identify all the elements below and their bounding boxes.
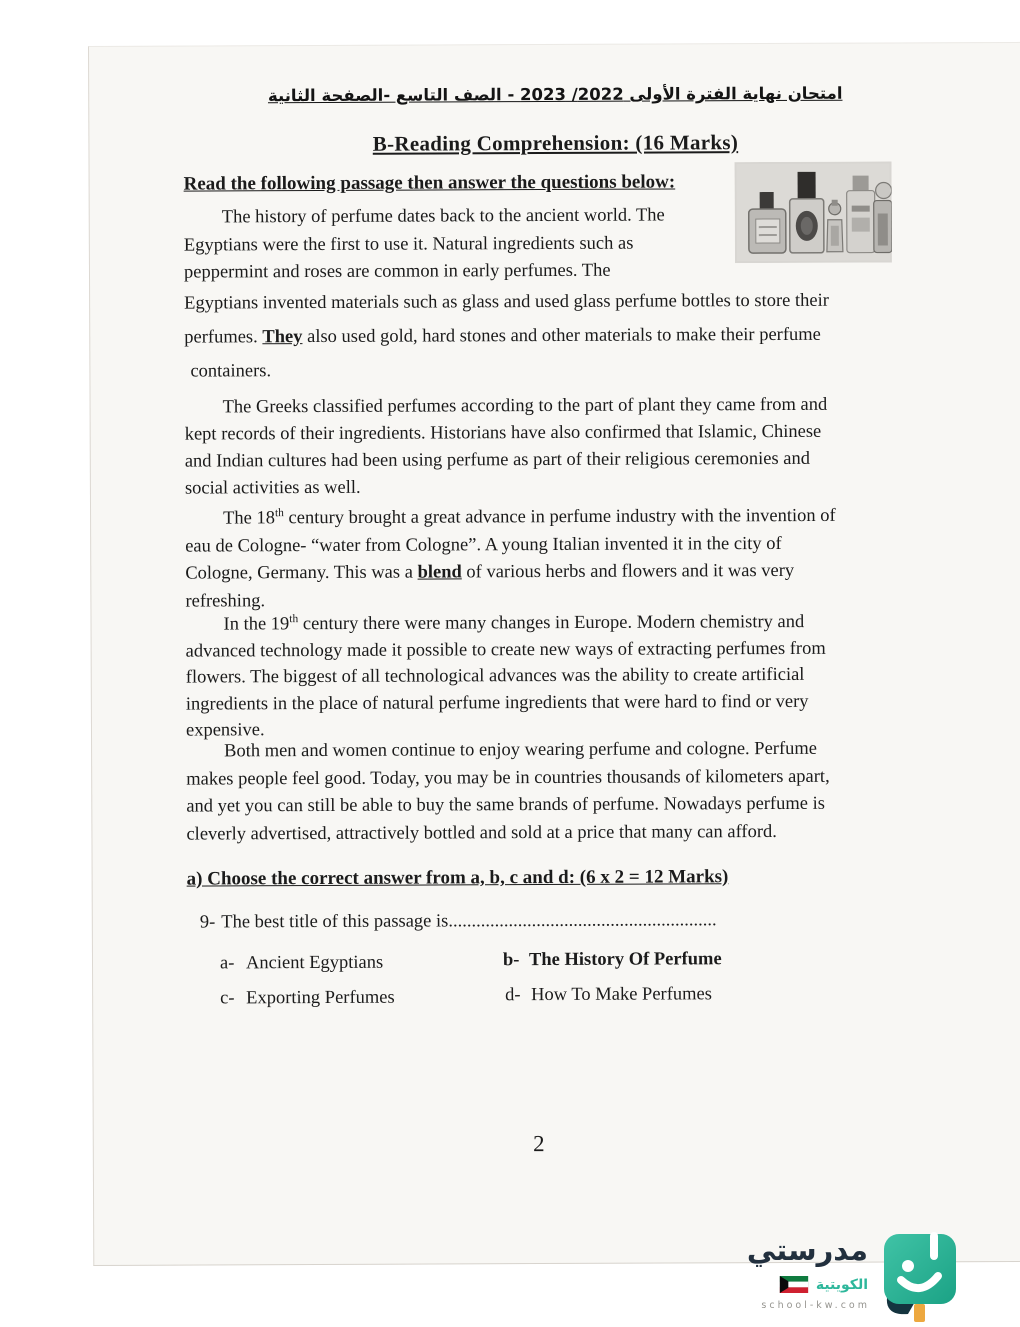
passage-paragraph-2 (185, 392, 828, 503)
passage-line: and yet you can still be able to buy the same brands of perfume. Nowadays perfume is (186, 791, 830, 821)
passage-line: and Indian cultures had been using perfume as part of their religious ceremonies and (185, 446, 828, 476)
passage-line: refreshing. (185, 585, 836, 615)
option-d (505, 984, 712, 1006)
option-label: Exporting Perfumes (246, 988, 395, 1009)
perfume-bottles-illustration (735, 161, 892, 263)
brand-name-arabic: مدرستي (747, 1236, 868, 1265)
passage-line: Egyptians were the first to use it. Natural ingredients such as (184, 230, 665, 260)
section-title: B-Reading Comprehension: (16 Marks) (89, 129, 1020, 158)
passage-line: Both men and women continue to enjoy wearing perfume and cologne. Perfume (186, 736, 830, 766)
passage-text: In the 19 (223, 614, 289, 634)
passage-line: eau de Cologne- “water from Cologne”. A young Italian invented it in the city of (185, 530, 836, 560)
passage-line: kept records of their ingredients. Historians have also confirmed that Islamic, Chinese (185, 419, 828, 449)
option-label: Ancient Egyptians (246, 953, 383, 974)
option-a (220, 953, 383, 975)
question-section-heading: a) Choose the correct answer from a, b, c and d: (6 x 2 = 12 Marks) (187, 866, 729, 890)
brand-tagline-row (779, 1276, 868, 1293)
question-number: 9- (200, 912, 216, 932)
passage-line (185, 558, 836, 588)
passage-paragraph-1-cont (184, 284, 829, 389)
passage-text: century brought a great advance in perfume industry with the invention of (284, 506, 836, 528)
page-number: 2 (474, 1131, 604, 1158)
option-label: How To Make Perfumes (531, 984, 712, 1005)
reading-instruction: Read the following passage then answer the questions below: (184, 171, 676, 195)
question-text: The best title of this passage is.......................................................... (221, 910, 716, 932)
passage-line: peppermint and roses are common in early perfumes. The (184, 257, 665, 287)
keyword-blend: blend (418, 563, 462, 583)
option-c (220, 988, 395, 1010)
brand-tagline-arabic: الكويتية (816, 1278, 868, 1292)
perfume-bottles-image (735, 161, 892, 263)
passage-line: containers. (184, 352, 829, 389)
kuwait-flag-icon (779, 1276, 809, 1293)
passage-line: The Greeks classified perfumes according to the part of plant they came from and (185, 392, 828, 422)
ordinal-superscript: th (289, 613, 298, 625)
brand-website: school-kw.com (761, 1300, 870, 1311)
exam-header-arabic: امتحان نهاية الفترة الأولى 2022/ 2023 - الصف التاسع -الصفحة الثانية (89, 83, 1020, 106)
option-letter: c- (220, 988, 246, 1009)
smiley-sign-icon (874, 1230, 970, 1322)
passage-line: social activities as well. (185, 473, 828, 503)
passage-text: also used gold, hard stones and other materials to make their perfume (302, 325, 820, 347)
passage-paragraph-5 (186, 736, 830, 849)
option-letter: d- (505, 985, 531, 1006)
passage-line: The history of perfume dates back to the ancient world. The (184, 202, 665, 232)
passage-line: expensive. (186, 715, 826, 744)
passage-line (184, 318, 829, 355)
option-b (503, 949, 722, 971)
passage-text: Cologne, Germany. This was a (185, 563, 417, 584)
passage-line: Egyptians invented materials such as glass and used glass perfume bottles to store their (184, 284, 829, 321)
keyword-they: They (262, 327, 302, 347)
exam-paper-sheet (88, 42, 1020, 1266)
question-9 (200, 910, 717, 933)
passage-line: flowers. The biggest of all technological advances was the ability to create artificial (186, 662, 826, 691)
passage-line: makes people feel good. Today, you may be in countries thousands of kilometers apart, (186, 763, 830, 793)
passage-paragraph-3 (185, 498, 836, 616)
option-label: The History Of Perfume (529, 949, 722, 970)
passage-text: perfumes. (184, 327, 262, 347)
ordinal-superscript: th (275, 507, 284, 519)
madrasati-logo (758, 1228, 1020, 1320)
option-letter: a- (220, 953, 246, 974)
passage-text: The 18 (223, 508, 275, 528)
passage-line: ingredients in the place of natural perfume ingredients that were hard to find or very (186, 688, 826, 717)
passage-paragraph-1 (184, 202, 665, 287)
option-letter: b- (503, 950, 529, 971)
passage-line: advanced technology made it possible to create new ways of extracting perfumes from (186, 635, 826, 664)
passage-text: of various herbs and flowers and it was very (462, 561, 794, 582)
passage-line (185, 604, 825, 638)
passage-line: cleverly advertised, attractively bottled and sold at a price that many can afford. (186, 818, 830, 848)
passage-text: century there were many changes in Europe. Modern chemistry and (298, 612, 804, 634)
passage-line (185, 498, 836, 533)
passage-paragraph-4 (185, 604, 826, 744)
